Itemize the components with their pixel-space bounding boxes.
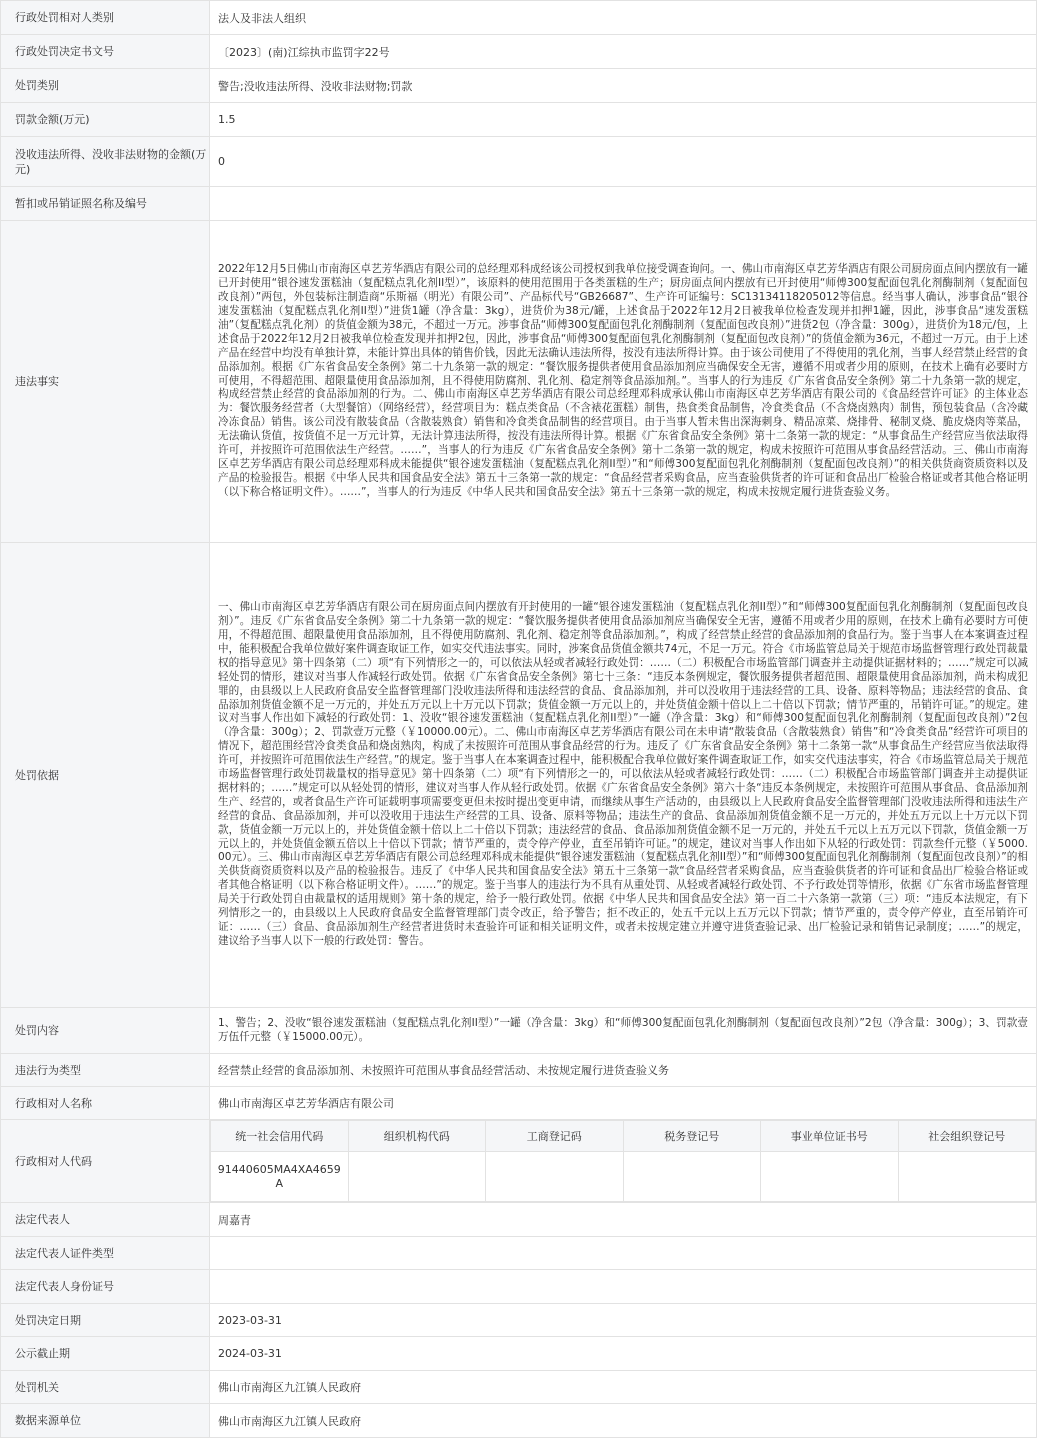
row-publicity-end [1,1337,1037,1371]
value-authority: 佛山市南海区九江镇人民政府 [210,1371,1037,1404]
row-content [1,1008,1037,1054]
code-header-org: 组织机构代码 [348,1121,486,1152]
label-license: 暂扣或吊销证照名称及编号 [1,187,210,221]
value-confiscation: 0 [210,137,1037,187]
row-legal-rep-id-type [1,1237,1037,1270]
value-category: 法人及非法人组织 [210,1,1037,35]
value-party-code [210,1120,1037,1203]
label-party-name: 行政相对人名称 [1,1087,210,1120]
row-penalty-type [1,69,1037,103]
value-basis: 一、佛山市南海区卓艺芳华酒店有限公司在厨房面点间内摆放有开封使用的一罐“银谷速发蛋糕油（复配糕点乳化剂II型）”和“师傅300复配面包乳化剂酶制剂（复配面包改良剂）”。违反《广东省食品安全条例》第二十九条第一款的规定：“餐饮服务提供者使用食品添加剂应当确保安全无害，遵循不用或者少用的原则，在技术上确有必要时方可使用，不得超范围、超限量使用食品添加剂，且不得使用防腐剂、乳化剂、稳定剂等食品添加剂。”，构成了经营禁止经营的食品添加剂的食品行为。鉴于当事人在本案调查过程中，能积极配合我单位做好案件调查取证工作，如实交代违法事实。同时，涉案食品货值金额共74元，不足一万元。符合《市场监管总局关于规范市场监督管理行政处罚裁量权的指导意见》第十四条第（二）项“有下列情形之一的，可以依法从轻或者减轻行政处罚：……（二）积极配合市场监管部门调查并主动提供证据材料的；……”规定可以减轻处罚的情形，建议对当事人作减轻行政处罚。依据《广东省食品安全条例》第七十三条：“违反本条例规定，餐饮服务提供者超范围、超限量使用食品添加剂，尚未构成犯罪的，由县级以上人民政府食品安全监督管理部门没收违法所得和违法经营的食品、食品添加剂，并可以没收用于违法经营的工具、设备、原料等物品；违法经营的食品、食品添加剂货值金额不足一万元的，并处五万元以上十万元以下罚款；货值金额一万元以上的，并处货值金额十倍以上二十倍以下罚款；情节严重的，吊销许可证。”的规定。建议对当事人作出如下减轻的行政处罚：1、没收“银谷速发蛋糕油（复配糕点乳化剂II型）”一罐（净含量：3kg）和“师傅300复配面包乳化剂酶制剂（复配面包改良剂）”2包（净含量：300g）；2、罚款壹万元整（￥10000.00元）。二、佛山市南海区卓艺芳华酒店有限公司在未申请“散装食品（含散装熟食）销售”和“冷食类食品”经营许可项目的情况下，超范围经营冷食类食品和烧卤熟肉，构成了未按照许可范围从事食品经营的行为。违反了《广东省食品安全条例》第十二条第一款“从事食品生产经营应当依法取得许可，并按照许可范围依法生产经营。”的规定。鉴于当事人在本案调查过程中，能积极配合我单位做好案件调查取证工作，如实交代违法事实，符合《市场监管总局关于规范市场监督管理行政处罚裁量权的指导意见》第十四条第（二）项“有下列情形之一的，可以依法从轻或者减轻行政处罚：……（二）积极配合市场监管部门调查并主动提供证据材料的；……”规定可以从轻处罚的情形，建议对当事人作从轻行政处罚。依据《广东省食品安全条例》第六十条“违反本条例规定，未按照许可范围从事食品、食品添加剂生产、经营的，或者食品生产许可证载明事项需要变更但未按时提出变更申请，而继续从事生产活动的，由县级以上人民政府食品安全监督管理部门没收违法所得和违法生产经营的食品、食品添加剂，并可以没收用于违法生产经营的工具、设备、原料等物品；违法生产的食品、食品添加剂货值金额不足一万元的，并处五万元以上十万元以下罚款，货值金额一万元以上的，并处货值金额十倍以上二十倍以下罚款；违法经营的食品、食品添加剂货值金额不足一万元的，并处五千元以上五万元以下罚款，货值金额一万元以上的，并处货值金额五倍以上十倍以下罚款；情节严重的，责令停产停业，直至吊销许可证。”的规定，建议对当事人作出如下从轻的行政处罚：罚款叁仟元整（￥5000.00元）。三、佛山市南海区卓艺芳华酒店有限公司总经理邓科成未能提供“银谷速发蛋糕油（复配糕点乳化剂II型）”和“师傅300复配面包乳化剂酶制剂（复配面包改良剂）”的相关供货商资质资料以及产品的检验报告。违反了《中华人民共和国食品安全法》第五十三条第一款“食品经营者采购食品，应当查验供货者的许可证和食品出厂检验合格证或者其他合格证明（以下称合格证明文件）。……”的规定。鉴于当事人的违法行为不具有从重处罚、从轻或者减轻行政处罚、不予行政处罚等情形，依据《广东省市场监督管理局关于行政处罚自由裁量权的适用规则》第十条的规定，给予一般行政处罚。依据《中华人民共和国食品安全法》第一百二十六条第一款第（三）项：“违反本法规定，有下列情形之一的，由县级以上人民政府食品安全监督管理部门责令改正，给予警告；拒不改正的，处五千元以上五万元以下罚款；情节严重的，责令停产停业，直至吊销许可证：……（三）食品、食品添加剂生产经营者进货时未查验许可证和相关证明文件，或者未按规定建立并遵守进货查验记录、出厂检验记录和销售记录制度；……”的规定，建议给予当事人以下一般的行政处罚：警告。 [210,543,1037,1008]
label-facts: 违法事实 [1,221,210,543]
label-confiscation: 没收违法所得、没收非法财物的金额(万元) [1,137,210,187]
value-facts: 2022年12月5日佛山市南海区卓艺芳华酒店有限公司的总经理邓科成经该公司授权到我单位接受调查询问。一、佛山市南海区卓艺芳华酒店有限公司厨房面点间内摆放有一罐已开封使用“银谷速发蛋糕油（复配糕点乳化剂II型）”，该原料的使用范围用于各类蛋糕的生产；厨房面点间内摆放有已开封使用“师傅300复配面包乳化剂酶制剂（复配面包改良剂）”两包，外包装标注制造商“乐斯福（明光）有限公司”、产品标代号“GB26687”、生产许可证编号：SC13134118205012等信息。经当事人确认，涉事食品“银谷速发蛋糕油（复配糕点乳化剂II型）”进货1罐（净含量：3kg），进货价为38元/罐，上述食品于2022年12月2日被我单位检查发现并扣押1罐，因此，涉事食品“速发蛋糕油”（复配糕点乳化剂）的货值金额为38元，不超过一万元。涉事食品“师傅300复配面包乳化剂酶制剂（复配面包改良剂）”进货2包（净含量：300g），进货价为18元/包，上述食品于2022年12月2日被我单位检查发现并扣押2包，因此，涉事食品“师傅300复配面包乳化剂酶制剂（复配面包改良剂）”的货值金额为36元，不超过一万元。由于上述产品在经营中均没有单独计算，未能计算出具体的销售价钱，因此无法确认违法所得，按没有违法所得计算。由于该公司使用了不得使用的乳化剂，当事人经营禁止经营的食品添加剂。根据《广东省食品安全条例》第二十九条第一款的规定：“餐饮服务提供者使用食品添加剂应当确保安全无害，遵循不用或者少用的原则，在技术上确有必要时方可使用，不得超范围、超限量使用食品添加剂，且不得使用防腐剂、乳化剂、稳定剂等食品添加剂。”。当事人的行为违反《广东省食品安全条例》第二十九条第一款的规定，构成经营禁止经营的食品添加剂的行为。二、佛山市南海区卓艺芳华酒店有限公司总经理邓科成承认佛山市南海区卓艺芳华酒店有限公司的《食品经营许可证》的主体业态为：餐饮服务经营者（大型餐馆）（网络经营），经营项目为：糕点类食品（不含裱花蛋糕）制售，热食类食品制售，冷食类食品（不含烧卤熟肉）制售，预包装食品（含冷藏冷冻食品）销售。该公司没有散装食品（含散装熟食）销售和冷食类食品制售的经营项目。由于当事人暂未售出深海刺身、精品凉菜、烧排骨、秘制叉烧、脆皮烧肉等菜品，无法确认货值，按货值不足一万元计算，无法计算违法所得，按没有违法所得计算。根据《广东省食品安全条例》第十二条第一款的规定：“从事食品生产经营应当依法取得许可，并按照许可范围依法生产经营。……”，当事人的行为违反《广东省食品安全条例》第十二条第一款的规定，构成未按照许可范围从事食品经营活动。三、佛山市南海区卓艺芳华酒店有限公司总经理邓科成未能提供“银谷速发蛋糕油（复配糕点乳化剂II型）”和“师傅300复配面包乳化剂酶制剂（复配面包改良剂）”的相关供货商资质资料以及产品的检验报告。根据《中华人民共和国食品安全法》第五十三条第一款的规定：“食品经营者采购食品，应当查验供货者的许可证和食品出厂检验合格证或者其他合格证明（以下称合格证明文件）。……”，当事人的行为违反《中华人民共和国食品安全法》第五十三条第一款的规定，构成未按规定履行进货查验义务。 [210,221,1037,543]
party-code-table [210,1120,1036,1202]
label-legal-rep-id-no: 法定代表人身份证号 [1,1270,210,1304]
label-publicity-end: 公示截止期 [1,1337,210,1371]
value-content: 1、警告；2、没收“银谷速发蛋糕油（复配糕点乳化剂II型）”一罐（净含量：3kg）和“师傅300复配面包乳化剂酶制剂（复配面包改良剂）”2包（净含量：300g）；3、罚款壹万伍仟元整（￥15000.00元）。 [210,1008,1037,1054]
label-source-unit: 数据来源单位 [1,1404,210,1438]
row-basis [1,543,1037,1008]
row-decision-date [1,1304,1037,1337]
label-fine: 罚款金额(万元) [1,103,210,137]
value-publicity-end: 2024-03-31 [210,1337,1037,1371]
row-violation-type [1,1054,1037,1087]
label-party-code: 行政相对人代码 [1,1120,210,1203]
value-legal-rep-id-no [210,1270,1037,1304]
code-value-social-org [898,1152,1036,1202]
code-header-business: 工商登记码 [486,1121,624,1152]
value-legal-rep: 周嘉青 [210,1203,1037,1237]
value-violation-type: 经营禁止经营的食品添加剂、未按照许可范围从事食品经营活动、未按规定履行进货查验义务 [210,1054,1037,1087]
code-value-credit: 91440605MA4XA4659A [211,1152,349,1202]
row-confiscation [1,137,1037,187]
label-doc-no: 行政处罚决定书文号 [1,35,210,69]
code-value-row [211,1152,1036,1202]
row-license [1,187,1037,221]
code-header-social-org: 社会组织登记号 [898,1121,1036,1152]
row-party-code [1,1120,1037,1203]
row-authority [1,1371,1037,1404]
label-content: 处罚内容 [1,1008,210,1054]
row-legal-rep-id-no [1,1270,1037,1304]
label-category: 行政处罚相对人类别 [1,1,210,35]
label-decision-date: 处罚决定日期 [1,1304,210,1337]
code-value-tax [623,1152,761,1202]
row-source-unit [1,1404,1037,1438]
label-legal-rep: 法定代表人 [1,1203,210,1237]
label-violation-type: 违法行为类型 [1,1054,210,1087]
label-authority: 处罚机关 [1,1371,210,1404]
value-decision-date: 2023-03-31 [210,1304,1037,1337]
row-facts [1,221,1037,543]
label-basis: 处罚依据 [1,543,210,1008]
label-legal-rep-id-type: 法定代表人证件类型 [1,1237,210,1270]
value-penalty-type: 警告;没收违法所得、没收非法财物;罚款 [210,69,1037,103]
code-value-org [348,1152,486,1202]
row-fine [1,103,1037,137]
row-party-name [1,1087,1037,1120]
code-header-institution: 事业单位证书号 [761,1121,899,1152]
code-header-credit: 统一社会信用代码 [211,1121,349,1152]
value-source-unit: 佛山市南海区九江镇人民政府 [210,1404,1037,1438]
code-header-row [211,1121,1036,1152]
code-value-business [486,1152,624,1202]
value-fine: 1.5 [210,103,1037,137]
value-license [210,187,1037,221]
label-penalty-type: 处罚类别 [1,69,210,103]
value-legal-rep-id-type [210,1237,1037,1270]
code-header-tax: 税务登记号 [623,1121,761,1152]
value-party-name: 佛山市南海区卓艺芳华酒店有限公司 [210,1087,1037,1120]
code-value-institution [761,1152,899,1202]
value-doc-no: 〔2023〕(南)江综执市监罚字22号 [210,35,1037,69]
row-category [1,1,1037,35]
row-legal-rep [1,1203,1037,1237]
row-doc-no [1,35,1037,69]
